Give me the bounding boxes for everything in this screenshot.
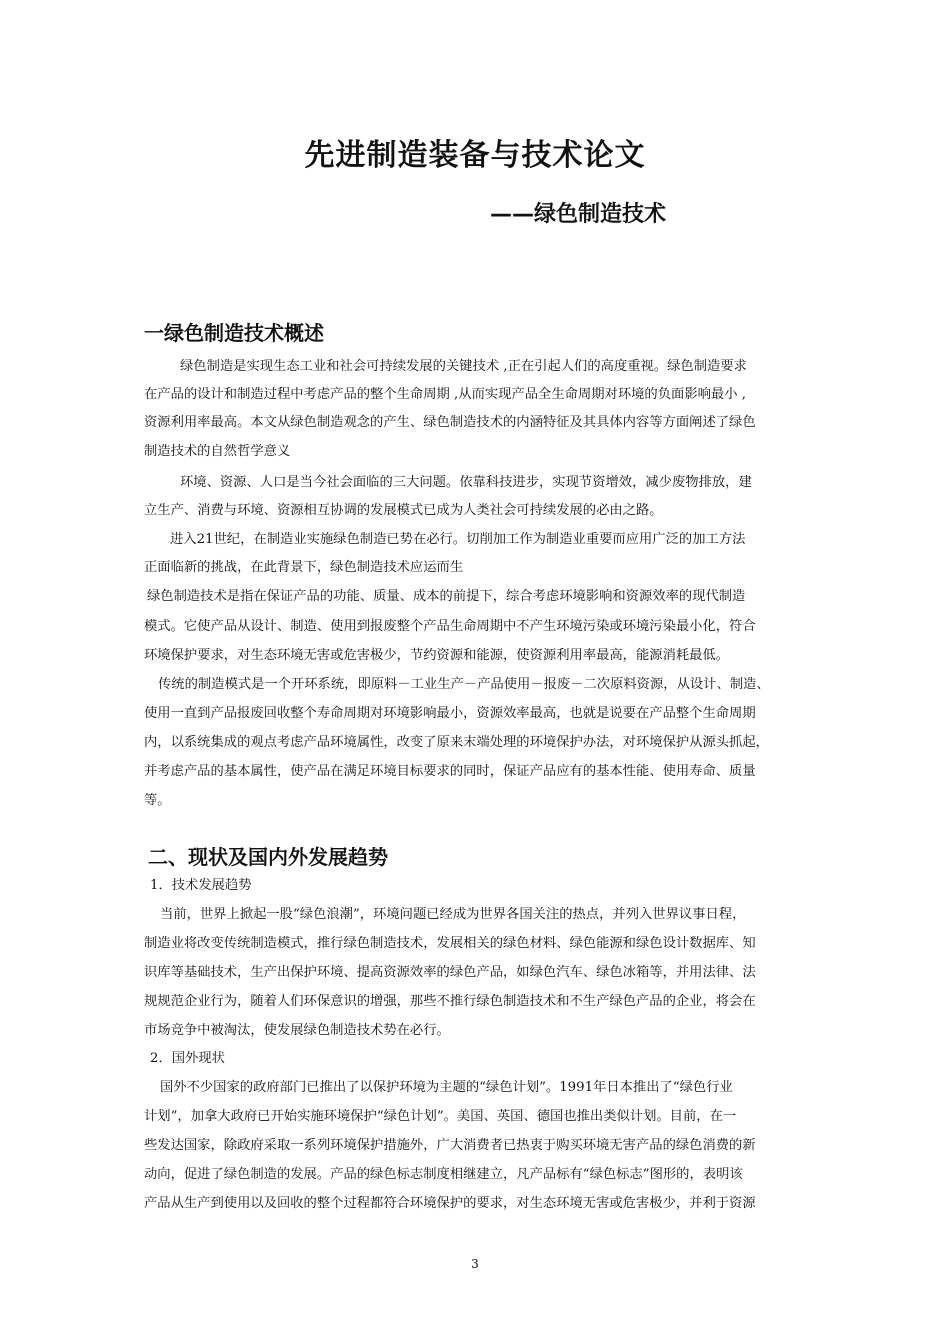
section2-line: 市场竞争中被淘汰，使发展绿色制造技术势在必行。 <box>144 1023 450 1038</box>
section1-line: 进入21世纪，在制造业实施绿色制造已势在必行。切削加工作为制造业重要而应用广泛的加工方法 <box>170 532 746 547</box>
section2-line: 规规范企业行为，随着人们环保意识的增强，那些不推行绿色制造技术和不生产绿色产品的企业，将会在 <box>144 994 756 1009</box>
section1-line: 立生产、消费与环境、资源相互协调的发展模式已成为人类社会可持续发展的必由之路。 <box>144 503 663 518</box>
section2-line: 国外不少国家的政府部门已推出了以保护环境为主题的“绿色计划”。1991年日本推出了“绿色行业 <box>160 1080 733 1095</box>
section1-line: 正面临新的挑战，在此背景下，绿色制造技术应运而生 <box>144 560 464 575</box>
section1-line: 并考虑产品的基本属性，使产品在满足环境目标要求的同时，保证产品应有的基本性能、使用寿命、质量 <box>144 764 756 779</box>
section1-line: 在产品的设计和制造过程中考虑产品的整个生命周期 ,从而实现产品全生命周期对环境的负面影响最小 , <box>144 387 746 402</box>
section1-line: 等。 <box>144 793 171 808</box>
section1-line: 绿色制造技术是指在保证产品的功能、质量、成本的前提下，综合考虑环境影响和资源效率的现代制造 <box>147 589 746 604</box>
section1-line: 传统的制造模式是一个开环系统，即原料－工业生产－产品使用－报废－二次原料资源，从设计、制造、 <box>158 677 770 692</box>
section2-line: 计划”，加拿大政府已开始实施环境保护“绿色计划”。美国、英国、德国也推出类似计划。目前，在一 <box>144 1109 737 1124</box>
section1-heading: 一绿色制造技术概述 <box>144 321 324 345</box>
section2-subheading: 1．技术发展趋势 <box>150 878 252 893</box>
section2-line: 识库等基础技术，生产出保护环境、提高资源效率的绿色产品，如绿色汽车、绿色冰箱等，并用法律、法 <box>144 965 756 980</box>
page-number: 3 <box>471 1257 479 1271</box>
section1-line: 制造技术的自然哲学意义 <box>144 444 291 459</box>
section2-line: 产品从生产到使用以及回收的整个过程都符合环境保护的要求，对生态环境无害或危害极少，并利于资源 <box>144 1196 756 1211</box>
section2-line: 些发达国家，除政府采取一系列环境保护措施外，广大消费者已热衷于购买环境无害产品的绿色消费的新 <box>144 1138 756 1153</box>
document-subtitle: ——绿色制造技术 <box>490 202 667 227</box>
document-title: 先进制造装备与技术论文 <box>304 138 646 173</box>
section1-line: 内，以系统集成的观点考虑产品环境属性，改变了原来末端处理的环境保护办法，对环境保护从源头抓起， <box>144 735 769 750</box>
section2-line: 动向，促进了绿色制造的发展。产品的绿色标志制度相继建立，凡产品标有“绿色标志”图形的，表明该 <box>144 1167 743 1182</box>
section1-line: 模式。它使产品从设计、制造、使用到报废整个产品生命周期中不产生环境污染或环境污染最小化，符合 <box>144 619 756 634</box>
section2-line: 当前，世界上掀起一股“绿色浪潮”，环境问题已经成为世界各国关注的热点，并列入世界议事日程， <box>160 907 746 922</box>
section2-subheading: 2．国外现状 <box>150 1051 225 1066</box>
section1-line: 环境保护要求，对生态环境无害或危害极少，节约资源和能源，使资源利用率最高，能源消耗最低。 <box>144 648 730 663</box>
section1-line: 使用一直到产品报废回收整个寿命周期对环境影响最小，资源效率最高，也就是说要在产品整个生命周期 <box>144 706 756 721</box>
section1-line: 绿色制造是实现生态工业和社会可持续发展的关键技术 ,正在引起人们的高度重视。绿色制造要求 <box>180 359 747 374</box>
section2-line: 制造业将改变传统制造模式，推行绿色制造技术，发展相关的绿色材料、绿色能源和绿色设计数据库、知 <box>144 936 756 951</box>
section2-heading: 二、现状及国内外发展趋势 <box>148 845 388 869</box>
section1-line: 环境、资源、人口是当今社会面临的三大问题。依靠科技进步，实现节资增效，减少废物排放，建 <box>180 475 752 490</box>
section1-line: 资源利用率最高。本文从绿色制造观念的产生、绿色制造技术的内涵特征及其具体内容等方面阐述了绿色 <box>144 415 756 430</box>
